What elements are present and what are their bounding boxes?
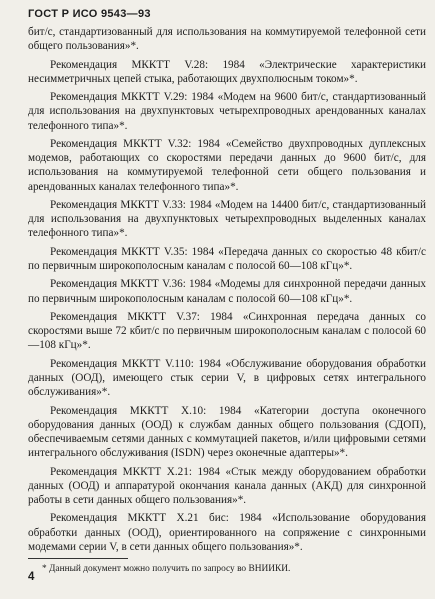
paragraph: Рекомендация МККТТ V.37: 1984 «Синхронная передача данных со скоростями выше 72 кбит/с по первичным широкополосным каналам с полосой 60—108 кГц»*.	[28, 310, 426, 352]
paragraph: Рекомендация МККТТ X.21: 1984 «Стык между оборудованием обработки данных (ООД) и аппаратурой окончания канала данных (АКД) для синхронной работы в сети данных общего пользования»*.	[28, 465, 426, 506]
paragraph: Рекомендация МККТТ X.21 бис: 1984 «Использование оборудования обработки данных (ООД), ориентированного на сопряжение с синхронными модемами серии V, в сети данных общего пользования»*.	[28, 512, 426, 553]
page-number: 4	[28, 571, 35, 583]
paragraph: Рекомендация МККТТ X.10: 1984 «Категории доступа оконечного оборудования данных (ООД) к службам данных общего пользования (СДОП), обеспечиваемым сетями данных с коммутацией пакетов, и/или цифровыми сетями интегрального обслуживания (ISDN) через оконечные адаптеры»*.	[28, 404, 426, 460]
footnote-divider	[28, 558, 128, 559]
paragraph: Рекомендация МККТТ V.32: 1984 «Семейство двухпроводных дуплексных модемов, работающих со скоростями передачи данных до 9600 бит/с, для использования на коммутируемой телефонной сети общего пользования и арендованных каналах телефонного типа»*.	[28, 137, 426, 193]
paragraph: Рекомендация МККТТ V.36: 1984 «Модемы для синхронной передачи данных по первичным широкополосным каналам с полосой 60—108 кГц»*.	[28, 278, 426, 305]
footnote: * Данный документ можно получить по запросу во ВНИИКИ.	[42, 564, 291, 575]
paragraph: Рекомендация МККТТ V.29: 1984 «Модем на 9600 бит/с, стандартизованный для использования на двухпунктовых четырехпроводных арендованных каналах телефонного типа»*.	[28, 91, 426, 132]
paragraph: бит/с, стандартизованный для использования на коммутируемой телефонной сети общего пользования»*.	[28, 26, 426, 53]
paragraph: Рекомендация МККТТ V.28: 1984 «Электрические характеристики несимметричных цепей стыка, работающих двухполюсным током»*.	[28, 58, 426, 85]
document-body	[28, 25, 426, 575]
paragraph: Рекомендация МККТТ V.110: 1984 «Обслуживание оборудования обработки данных (ООД), имеющего стык серии V, в цифровых сетях интегрального обслуживания»*.	[28, 357, 426, 399]
paragraph: Рекомендация МККТТ V.35: 1984 «Передача данных со скоростью 48 кбит/с по первичным широкополосным каналам с полосой 60—108 кГц»*.	[28, 245, 426, 272]
paragraph: Рекомендация МККТТ V.33: 1984 «Модем на 14400 бит/с, стандартизованный для использования на двухпунктовых четырехпроводных выделенных каналах телефонного типа»*.	[28, 198, 426, 240]
document-header: ГОСТ Р ИСО 9543—93	[28, 8, 151, 20]
